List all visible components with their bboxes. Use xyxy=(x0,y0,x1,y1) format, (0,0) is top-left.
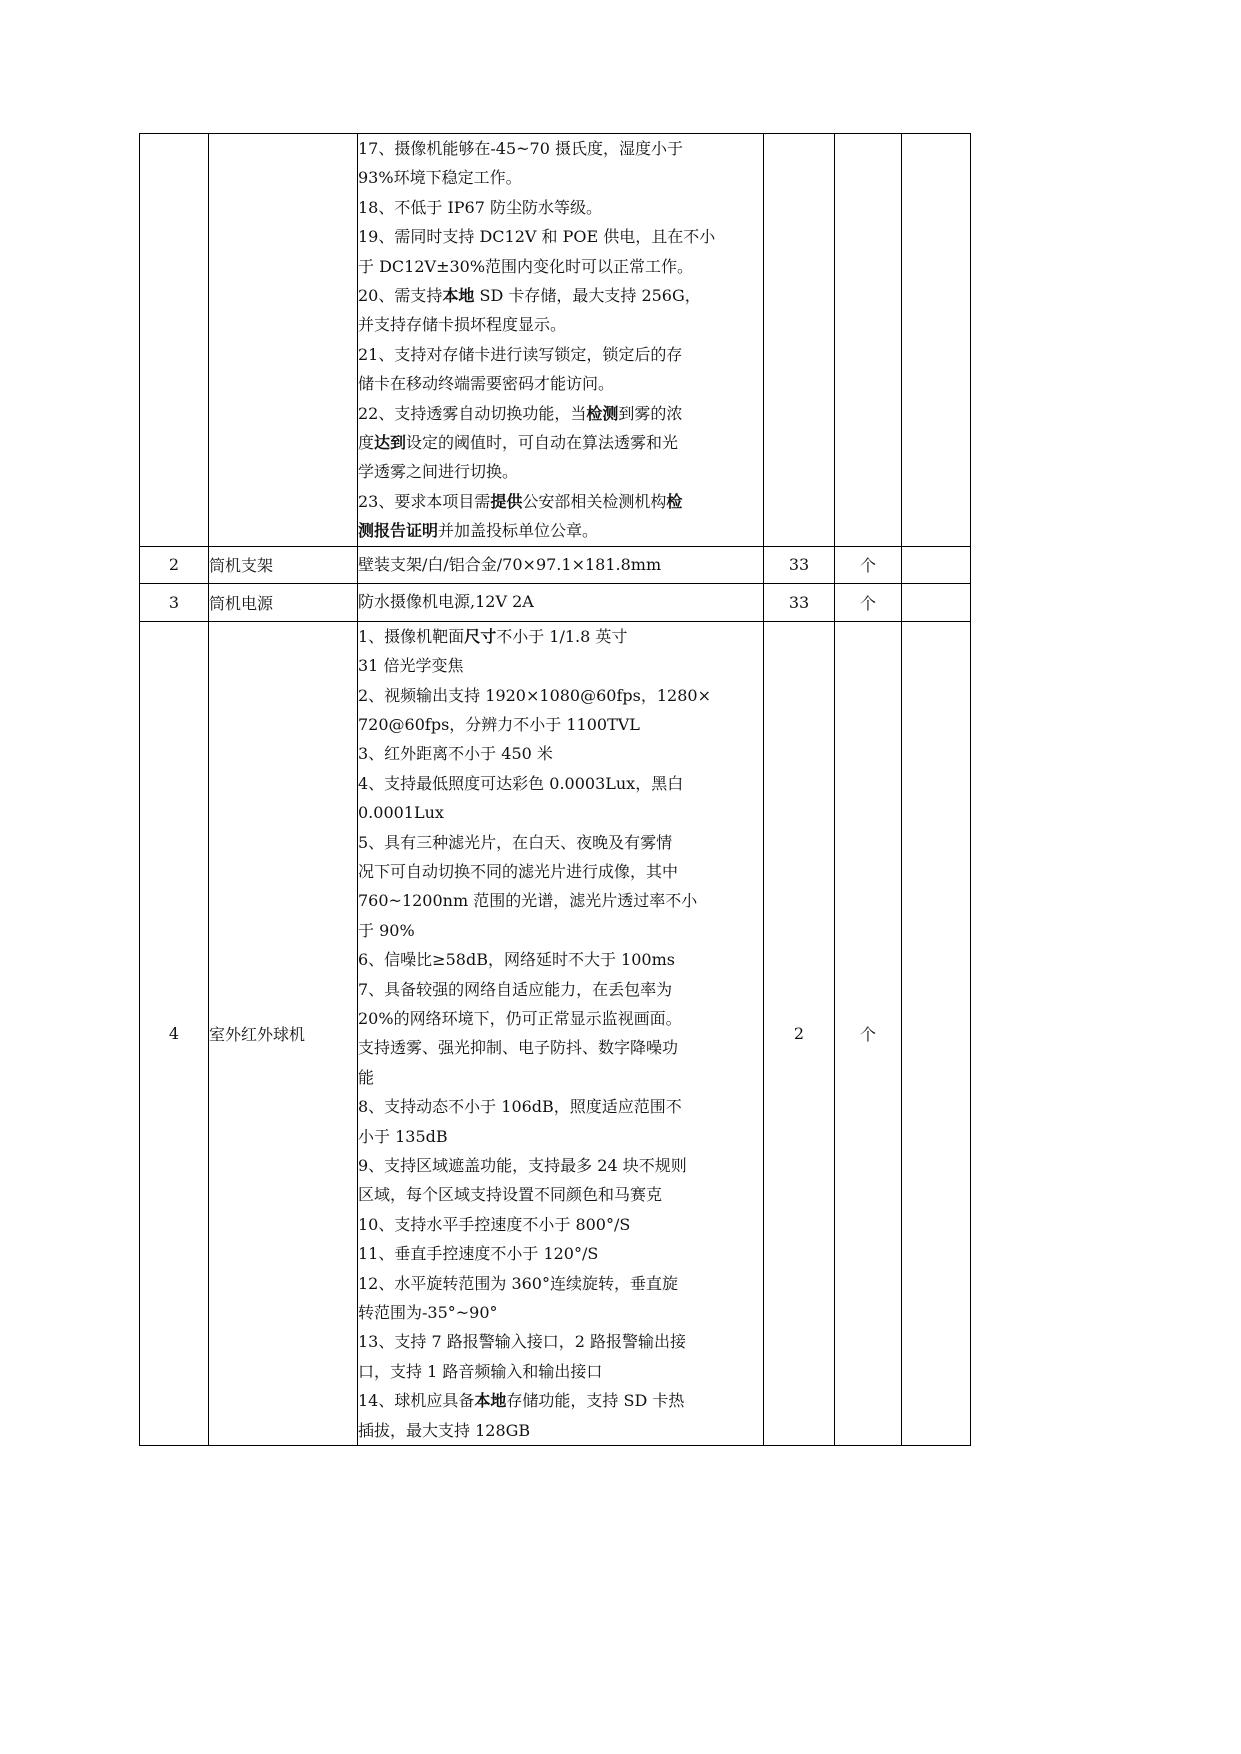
spec-line xyxy=(358,1269,763,1298)
spec-text: 9、支持区域遮盖功能，支持最多 24 块不规则 xyxy=(358,1156,687,1175)
spec-line xyxy=(358,1327,763,1356)
spec-text: 壁装支架/白/铝合金/70×97.1×181.8mm xyxy=(358,554,662,574)
spec-text: 储卡在移动终端需要密码才能访问。 xyxy=(358,374,615,394)
item-quantity: 33 xyxy=(764,583,835,621)
spec-line xyxy=(358,710,763,739)
spec-line xyxy=(358,681,763,710)
spec-text: 8、支持动态不小于 106dB，照度适应范围不 xyxy=(358,1097,682,1117)
spec-text: 760~1200nm 范围的光谱，滤光片透过率不小 xyxy=(358,891,698,911)
spec-text: 并支持存储卡损坏程度显示。 xyxy=(358,315,567,335)
spec-line xyxy=(358,1357,763,1386)
spec-line xyxy=(358,1180,763,1209)
spec-text: 18、不低于 IP67 防尘防水等级。 xyxy=(358,197,602,217)
item-quantity: 2 xyxy=(764,621,835,1445)
spec-text: 于 DC12V±30%范围内变化时可以正常工作。 xyxy=(358,256,694,276)
spec-text: 设定的阈值时，可自动在算法透雾和光 xyxy=(406,433,679,453)
spec-text: 12、水平旋转范围为 360°连续旋转，垂直旋 xyxy=(358,1273,678,1293)
spec-text: 公安部相关检测机构 xyxy=(522,491,667,511)
spec-line xyxy=(358,516,763,545)
spec-line xyxy=(358,222,763,251)
item-spec xyxy=(358,621,764,1445)
spec-line xyxy=(358,769,763,798)
spec-text: 存储功能，支持 SD 卡热 xyxy=(506,1391,685,1411)
item-note xyxy=(902,583,971,621)
spec-text-bold: 检测 xyxy=(586,403,619,423)
spec-line xyxy=(358,975,763,1004)
spec-text: 插拔，最大支持 128GB xyxy=(358,1420,531,1440)
item-spec xyxy=(358,583,764,621)
spec-text-bold: 测报告证明 xyxy=(358,521,439,541)
spec-line xyxy=(358,622,763,651)
item-note xyxy=(902,546,971,583)
spec-line xyxy=(358,281,763,310)
spec-line xyxy=(358,1092,763,1121)
spec-text: 2、视频输出支持 1920×1080@60fps，1280× xyxy=(358,685,711,705)
item-quantity: 33 xyxy=(764,546,835,583)
spec-line xyxy=(358,1298,763,1327)
spec-line xyxy=(358,1004,763,1033)
item-unit: 个 xyxy=(835,583,902,621)
spec-text: 度 xyxy=(358,433,375,453)
spec-text: 区域，每个区域支持设置不同颜色和马赛克 xyxy=(358,1185,663,1205)
spec-line xyxy=(358,252,763,281)
spec-line xyxy=(358,134,763,163)
spec-line xyxy=(358,886,763,915)
spec-text-bold: 提供 xyxy=(490,491,523,511)
spec-line xyxy=(358,945,763,974)
spec-text: 到雾的浓 xyxy=(618,403,683,423)
spec-line xyxy=(358,340,763,369)
spec-text: 7、具备较强的网络自适应能力，在丢包率为 xyxy=(358,979,673,999)
item-spec xyxy=(358,134,764,547)
spec-text: 小于 135dB xyxy=(358,1126,448,1146)
spec-line xyxy=(358,310,763,339)
spec-text: 14、球机应具备 xyxy=(358,1391,475,1411)
spec-text: 31 倍光学变焦 xyxy=(358,656,464,676)
item-note xyxy=(902,621,971,1445)
spec-text: 不小于 1/1.8 英寸 xyxy=(496,626,628,646)
spec-line xyxy=(358,1239,763,1268)
spec-text: 17、摄像机能够在-45~70 摄氏度，湿度小于 xyxy=(358,139,683,158)
spec-line xyxy=(358,1210,763,1239)
spec-text: 6、信噪比≥58dB，网络延时不大于 100ms xyxy=(358,950,675,970)
row-number xyxy=(140,134,209,547)
row-number: 4 xyxy=(140,621,209,1445)
item-name xyxy=(209,134,358,547)
spec-line xyxy=(358,1033,763,1062)
spec-line xyxy=(358,550,763,579)
spec-text: 22、支持透雾自动切换功能，当 xyxy=(358,403,587,423)
spec-line xyxy=(358,651,763,680)
spec-text-bold: 本地 xyxy=(474,1391,507,1411)
spec-line xyxy=(358,163,763,192)
row-number: 3 xyxy=(140,583,209,621)
spec-line xyxy=(358,1122,763,1151)
spec-line xyxy=(358,828,763,857)
item-spec xyxy=(358,546,764,583)
spec-line xyxy=(358,428,763,457)
spec-text: 720@60fps，分辨力不小于 1100TVL xyxy=(358,714,640,734)
spec-text: 况下可自动切换不同的滤光片进行成像，其中 xyxy=(358,861,679,881)
spec-text-bold: 检 xyxy=(666,491,683,511)
spec-text: 20%的网络环境下，仍可正常显示监视画面。 xyxy=(358,1008,682,1028)
spec-text: 于 90% xyxy=(358,920,415,940)
spec-line xyxy=(358,1063,763,1092)
spec-text-bold: 尺寸 xyxy=(464,626,497,646)
spec-line xyxy=(358,457,763,486)
spec-text: 19、需同时支持 DC12V 和 POE 供电，且在不小 xyxy=(358,227,716,247)
item-note xyxy=(902,134,971,547)
item-unit: 个 xyxy=(835,621,902,1445)
spec-line xyxy=(358,916,763,945)
spec-text: 学透雾之间进行切换。 xyxy=(358,462,519,482)
spec-text-bold: 达到 xyxy=(374,433,407,453)
spec-line xyxy=(358,798,763,827)
item-name: 筒机支架 xyxy=(209,546,358,583)
spec-text: 13、支持 7 路报警输入接口，2 路报警输出接 xyxy=(358,1332,686,1352)
table-row xyxy=(140,583,971,621)
spec-text: 93%环境下稳定工作。 xyxy=(358,168,522,188)
spec-line xyxy=(358,1151,763,1180)
spec-text: SD 卡存储，最大支持 256G， xyxy=(474,286,701,306)
table-row xyxy=(140,546,971,583)
item-quantity xyxy=(764,134,835,547)
spec-text: 20、需支持 xyxy=(358,286,443,306)
spec-line xyxy=(358,1416,763,1445)
row-number: 2 xyxy=(140,546,209,583)
table-row xyxy=(140,621,971,1445)
spec-text: 10、支持水平手控速度不小于 800°/S xyxy=(358,1214,631,1234)
spec-text: 口，支持 1 路音频输入和输出接口 xyxy=(358,1361,603,1381)
spec-text-bold: 本地 xyxy=(442,286,475,306)
spec-text: 21、支持对存储卡进行读写锁定，锁定后的存 xyxy=(358,344,683,364)
item-name: 室外红外球机 xyxy=(209,621,358,1445)
item-name: 筒机电源 xyxy=(209,583,358,621)
spec-line xyxy=(358,857,763,886)
spec-text: 4、支持最低照度可达彩色 0.0003Lux，黑白 xyxy=(358,773,684,793)
table-row xyxy=(140,134,971,547)
spec-table xyxy=(139,133,971,1446)
spec-text: 防水摄像机电源,12V 2A xyxy=(358,592,534,612)
spec-line xyxy=(358,587,763,616)
spec-text: 11、垂直手控速度不小于 120°/S xyxy=(358,1244,599,1264)
spec-line xyxy=(358,399,763,428)
item-unit: 个 xyxy=(835,546,902,583)
spec-text: 23、要求本项目需 xyxy=(358,491,491,511)
spec-line xyxy=(358,1386,763,1415)
spec-line xyxy=(358,739,763,768)
spec-text: 3、红外距离不小于 450 米 xyxy=(358,744,553,764)
spec-line xyxy=(358,193,763,222)
spec-line xyxy=(358,369,763,398)
spec-text: 并加盖投标单位公章。 xyxy=(438,521,599,541)
spec-text: 5、具有三种滤光片，在白天、夜晚及有雾情 xyxy=(358,832,673,852)
spec-text: 1、摄像机靶面 xyxy=(358,626,465,646)
spec-text: 能 xyxy=(358,1067,375,1087)
spec-text: 0.0001Lux xyxy=(358,803,444,823)
spec-line xyxy=(358,487,763,516)
spec-text: 转范围为-35°~90° xyxy=(358,1303,498,1323)
spec-text: 支持透雾、强光抑制、电子防抖、数字降噪功 xyxy=(358,1038,679,1058)
item-unit xyxy=(835,134,902,547)
